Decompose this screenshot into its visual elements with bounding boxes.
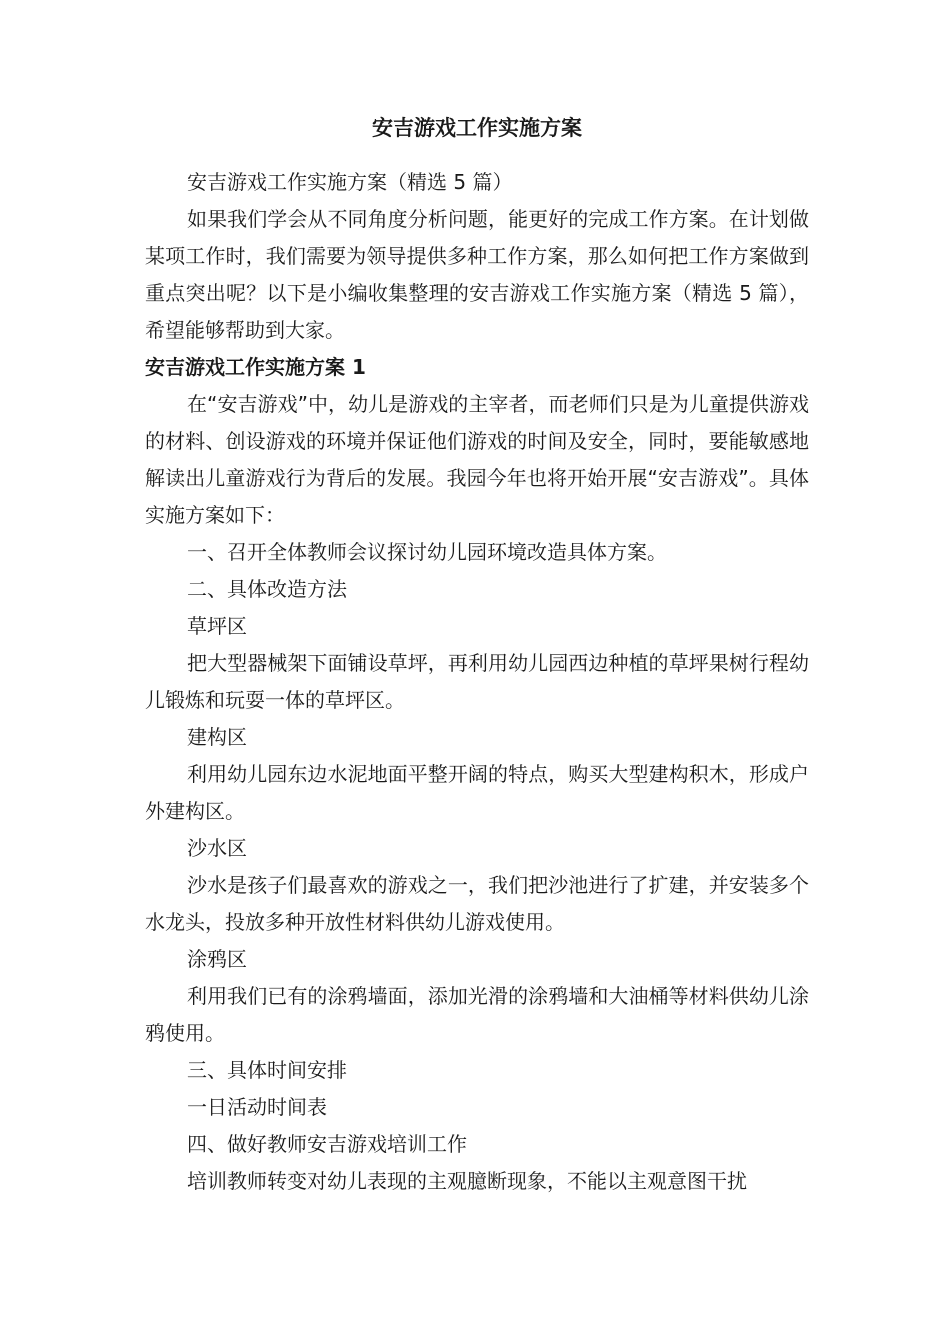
- list-item-schedule: 三、具体时间安排: [187, 1058, 347, 1082]
- zone-grass-text: 把大型器械架下面铺设草坪，再利用幼儿园西边种植的草坪果树行程幼儿锻炼和玩耍一体的草坪区。: [145, 651, 809, 712]
- list-item-methods: 二、具体改造方法: [187, 577, 347, 601]
- document-page: [145, 108, 809, 1200]
- zone-sand-text: 沙水是孩子们最喜欢的游戏之一，我们把沙池进行了扩建，并安装多个水龙头，投放多种开放性材料供幼儿游戏使用。: [145, 873, 809, 934]
- zone-sand-heading: 沙水区: [187, 836, 247, 860]
- zone-graffiti-heading: 涂鸦区: [187, 947, 247, 971]
- intro-paragraph: 如果我们学会从不同角度分析问题，能更好的完成工作方案。在计划做某项工作时，我们需要为领导提供多种工作方案，那么如何把工作方案做到重点突出呢？以下是小编收集整理的安吉游戏工作实施方案（精选 5 篇），希望能够帮助到大家。: [145, 207, 809, 342]
- schedule-label: 一日活动时间表: [187, 1095, 327, 1119]
- training-text: 培训教师转变对幼儿表现的主观臆断现象，不能以主观意图干扰: [187, 1169, 747, 1193]
- document-subtitle: 安吉游戏工作实施方案（精选 5 篇）: [187, 170, 513, 194]
- section-paragraph: 在“安吉游戏”中，幼儿是游戏的主宰者，而老师们只是为儿童提供游戏的材料、创设游戏的环境并保证他们游戏的时间及安全，同时，要能敏感地解读出儿童游戏行为背后的发展。我园今年也将开始开展“安吉游戏”。具体实施方案如下：: [145, 392, 809, 527]
- list-item-training: 四、做好教师安吉游戏培训工作: [187, 1132, 467, 1156]
- section-heading: 安吉游戏工作实施方案 1: [145, 355, 366, 379]
- zone-build-heading: 建构区: [187, 725, 247, 749]
- zone-build-text: 利用幼儿园东边水泥地面平整开阔的特点，购买大型建构积木，形成户外建构区。: [145, 762, 809, 823]
- document-title: 安吉游戏工作实施方案: [372, 116, 582, 140]
- list-item-meeting: 一、召开全体教师会议探讨幼儿园环境改造具体方案。: [187, 540, 667, 564]
- zone-graffiti-text: 利用我们已有的涂鸦墙面，添加光滑的涂鸦墙和大油桶等材料供幼儿涂鸦使用。: [145, 984, 809, 1045]
- zone-grass-heading: 草坪区: [187, 614, 247, 638]
